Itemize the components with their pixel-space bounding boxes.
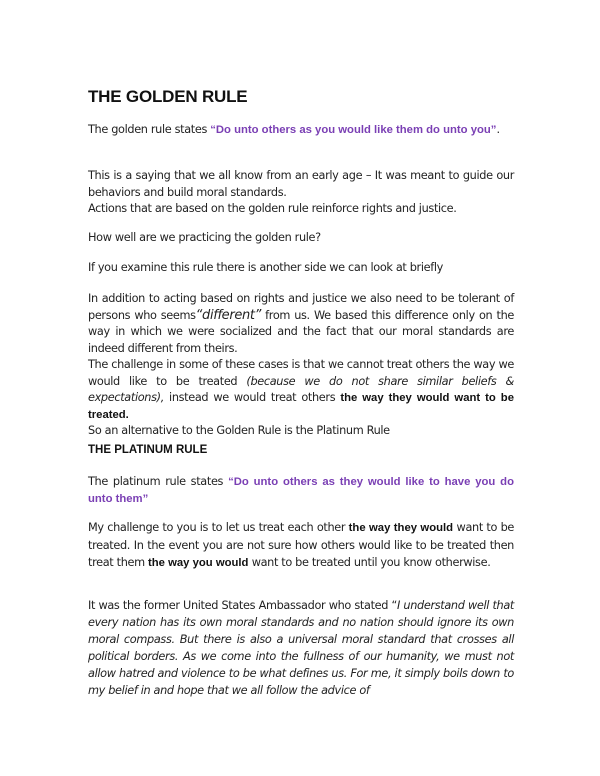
platinum-rule-quote: “Do unto others as they would like to have you do unto them” bbox=[88, 476, 514, 505]
challenge-text-2: instead we would treat others bbox=[163, 391, 341, 404]
alternative-text: So an alternative to the Golden Rule is the Platinum Rule bbox=[88, 424, 390, 437]
other-side-paragraph: If you examine this rule there is another side we can look at briefly bbox=[88, 261, 443, 274]
statement-text: The golden rule states bbox=[88, 123, 211, 136]
my-challenge-text: My challenge to you is to let us treat each other bbox=[88, 521, 349, 534]
different-word: “different” bbox=[195, 307, 261, 323]
platinum-rule-statement bbox=[88, 474, 514, 507]
question-paragraph: How well are we practicing the golden rule? bbox=[88, 231, 321, 244]
tolerance-text: In addition to acting based on rights and justice we also need to be tolerant of persons who seems bbox=[88, 292, 514, 322]
platinum-text: The platinum rule states bbox=[88, 475, 229, 488]
bold-phrase-2: the way you would bbox=[148, 557, 249, 569]
tolerance-text-2: from us. We based this difference only on the way in which we were socialized and the fact that our moral standards are indeed different from theirs. bbox=[88, 308, 514, 355]
actions-text: Actions that are based on the golden rule reinforce rights and justice. bbox=[88, 202, 457, 215]
statement-end: . bbox=[496, 123, 500, 136]
golden-rule-statement bbox=[88, 122, 514, 139]
ambassador-quote: I understand well that every nation has its own moral standards and no nation should ignore its own moral compass. But there is also a universal moral standard that crosses all political borders. As we come into the fullness of our humanity, we must not allow hatred and violence to be what defines us. For me, it simply boils down to my belief in and hope that we all follow the advice of bbox=[88, 599, 514, 697]
bold-phrase-1: the way they would bbox=[348, 522, 454, 534]
ambassador-paragraph bbox=[88, 597, 514, 699]
origin-text: This is a saying that we all know from an early age – It was meant to guide our behaviors and build moral standards. bbox=[88, 169, 514, 199]
origin-paragraph bbox=[88, 168, 514, 218]
my-challenge-text-2: want to be treated. In the event you are not sure how others would like to be treated then treat them bbox=[88, 521, 514, 569]
challenge-italic: (because we do not share similar beliefs & expectations), bbox=[88, 374, 514, 404]
golden-rule-quote: “Do unto others as you would like them do unto you” bbox=[210, 124, 497, 136]
challenge-paragraph bbox=[88, 519, 514, 572]
ambassador-intro: It was the former United States Ambassador who stated “ bbox=[88, 599, 398, 612]
challenge-text: The challenge in some of these cases is that we cannot treat others the way we would like to be treated bbox=[88, 358, 514, 388]
page-title: THE GOLDEN RULE bbox=[88, 87, 248, 106]
my-challenge-text-3: want to be treated until you know otherwise. bbox=[248, 556, 491, 569]
tolerance-paragraph bbox=[88, 291, 514, 440]
platinum-subtitle: THE PLATINUM RULE bbox=[88, 444, 208, 456]
challenge-bold: the way they would want to be treated. bbox=[88, 392, 514, 421]
